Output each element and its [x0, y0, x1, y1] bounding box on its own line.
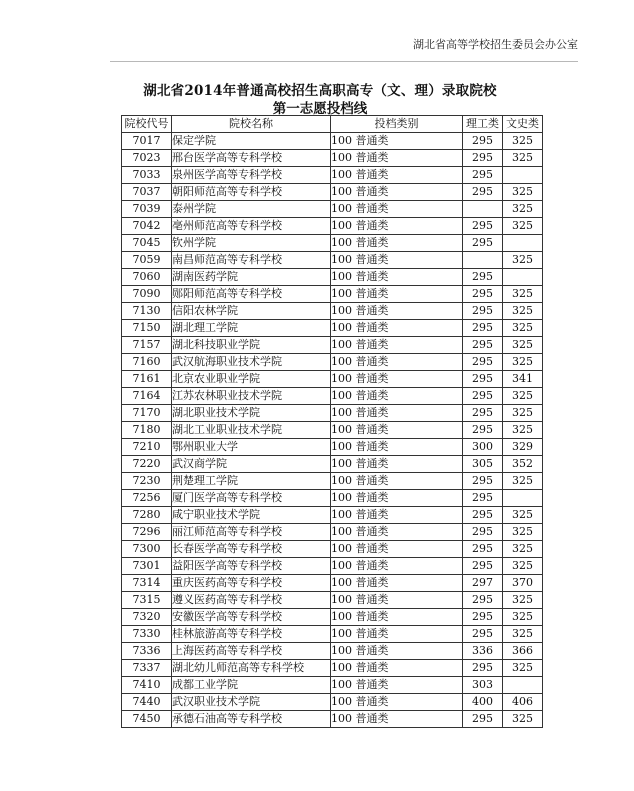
school-code: 7059 — [122, 252, 172, 269]
column-header-science: 理工类 — [463, 116, 503, 133]
science-score: 295 — [463, 337, 503, 354]
arts-score: 325 — [503, 337, 543, 354]
science-score: 295 — [463, 524, 503, 541]
arts-score — [503, 269, 543, 286]
science-score: 295 — [463, 541, 503, 558]
admission-category: 100 普通类 — [331, 507, 463, 524]
admission-category: 100 普通类 — [331, 643, 463, 660]
admission-category: 100 普通类 — [331, 354, 463, 371]
school-name: 成都工业学院 — [172, 677, 331, 694]
school-code: 7256 — [122, 490, 172, 507]
arts-score: 325 — [503, 473, 543, 490]
arts-score: 325 — [503, 320, 543, 337]
arts-score: 325 — [503, 354, 543, 371]
science-score: 295 — [463, 405, 503, 422]
admission-category: 100 普通类 — [331, 184, 463, 201]
school-name: 朝阳师范高等专科学校 — [172, 184, 331, 201]
school-code: 7164 — [122, 388, 172, 405]
arts-score: 325 — [503, 184, 543, 201]
school-name: 咸宁职业技术学院 — [172, 507, 331, 524]
table-row — [122, 490, 543, 507]
science-score: 303 — [463, 677, 503, 694]
admission-category: 100 普通类 — [331, 558, 463, 575]
school-name: 遵义医药高等专科学校 — [172, 592, 331, 609]
table-row — [122, 320, 543, 337]
table-header-row — [122, 116, 543, 133]
school-code: 7033 — [122, 167, 172, 184]
admission-category: 100 普通类 — [331, 694, 463, 711]
science-score: 295 — [463, 592, 503, 609]
arts-score: 325 — [503, 218, 543, 235]
science-score: 295 — [463, 286, 503, 303]
school-code: 7157 — [122, 337, 172, 354]
science-score: 295 — [463, 269, 503, 286]
admission-category: 100 普通类 — [331, 269, 463, 286]
admission-category: 100 普通类 — [331, 439, 463, 456]
science-score: 295 — [463, 371, 503, 388]
table-row — [122, 524, 543, 541]
admission-category: 100 普通类 — [331, 235, 463, 252]
school-code: 7330 — [122, 626, 172, 643]
school-code: 7440 — [122, 694, 172, 711]
table-row — [122, 575, 543, 592]
school-code: 7060 — [122, 269, 172, 286]
arts-score — [503, 167, 543, 184]
school-code: 7220 — [122, 456, 172, 473]
arts-score — [503, 235, 543, 252]
table-row — [122, 626, 543, 643]
column-header-name: 院校名称 — [172, 116, 331, 133]
science-score: 295 — [463, 388, 503, 405]
table-row — [122, 541, 543, 558]
table-row — [122, 201, 543, 218]
arts-score: 325 — [503, 541, 543, 558]
arts-score: 325 — [503, 150, 543, 167]
admission-category: 100 普通类 — [331, 167, 463, 184]
header-rule — [110, 61, 578, 62]
science-score: 295 — [463, 626, 503, 643]
table-row — [122, 558, 543, 575]
arts-score: 325 — [503, 609, 543, 626]
science-score: 295 — [463, 473, 503, 490]
school-name: 桂林旅游高等专科学校 — [172, 626, 331, 643]
column-header-code: 院校代号 — [122, 116, 172, 133]
document-subtitle: 第一志愿投档线 — [272, 101, 368, 117]
school-code: 7023 — [122, 150, 172, 167]
school-code: 7042 — [122, 218, 172, 235]
arts-score: 325 — [503, 201, 543, 218]
school-code: 7170 — [122, 405, 172, 422]
arts-score: 325 — [503, 133, 543, 150]
science-score: 295 — [463, 303, 503, 320]
school-code: 7296 — [122, 524, 172, 541]
arts-score: 370 — [503, 575, 543, 592]
school-code: 7230 — [122, 473, 172, 490]
school-name: 益阳医学高等专科学校 — [172, 558, 331, 575]
science-score — [463, 201, 503, 218]
arts-score: 325 — [503, 388, 543, 405]
admission-category: 100 普通类 — [331, 133, 463, 150]
school-name: 郧阳师范高等专科学校 — [172, 286, 331, 303]
table-row — [122, 303, 543, 320]
table-row — [122, 184, 543, 201]
arts-score: 325 — [503, 405, 543, 422]
arts-score: 325 — [503, 660, 543, 677]
school-name: 信阳农林学院 — [172, 303, 331, 320]
science-score: 295 — [463, 150, 503, 167]
school-name: 重庆医药高等专科学校 — [172, 575, 331, 592]
table-row — [122, 218, 543, 235]
school-code: 7037 — [122, 184, 172, 201]
school-code: 7320 — [122, 609, 172, 626]
science-score: 295 — [463, 422, 503, 439]
admission-category: 100 普通类 — [331, 575, 463, 592]
arts-score: 329 — [503, 439, 543, 456]
science-score: 295 — [463, 218, 503, 235]
science-score: 295 — [463, 320, 503, 337]
school-code: 7130 — [122, 303, 172, 320]
school-name: 湖南医药学院 — [172, 269, 331, 286]
admission-category: 100 普通类 — [331, 371, 463, 388]
admission-category: 100 普通类 — [331, 320, 463, 337]
school-name: 荆楚理工学院 — [172, 473, 331, 490]
table-row — [122, 235, 543, 252]
column-header-arts: 文史类 — [503, 116, 543, 133]
arts-score: 325 — [503, 592, 543, 609]
admission-category: 100 普通类 — [331, 626, 463, 643]
arts-score: 325 — [503, 626, 543, 643]
arts-score: 325 — [503, 252, 543, 269]
admission-category: 100 普通类 — [331, 150, 463, 167]
arts-score — [503, 490, 543, 507]
school-code: 7017 — [122, 133, 172, 150]
science-score: 300 — [463, 439, 503, 456]
table-row — [122, 252, 543, 269]
science-score: 295 — [463, 133, 503, 150]
admission-category: 100 普通类 — [331, 252, 463, 269]
science-score: 295 — [463, 609, 503, 626]
arts-score: 325 — [503, 303, 543, 320]
school-code: 7314 — [122, 575, 172, 592]
school-name: 安徽医学高等专科学校 — [172, 609, 331, 626]
school-name: 钦州学院 — [172, 235, 331, 252]
science-score: 336 — [463, 643, 503, 660]
arts-score: 325 — [503, 558, 543, 575]
admission-category: 100 普通类 — [331, 201, 463, 218]
science-score: 295 — [463, 235, 503, 252]
table-row — [122, 405, 543, 422]
admission-category: 100 普通类 — [331, 218, 463, 235]
table-row — [122, 269, 543, 286]
column-header-category: 投档类别 — [331, 116, 463, 133]
science-score: 295 — [463, 167, 503, 184]
table-row — [122, 643, 543, 660]
science-score: 297 — [463, 575, 503, 592]
arts-score: 325 — [503, 524, 543, 541]
arts-score: 406 — [503, 694, 543, 711]
science-score: 305 — [463, 456, 503, 473]
science-score: 295 — [463, 660, 503, 677]
arts-score: 325 — [503, 711, 543, 728]
admission-category: 100 普通类 — [331, 609, 463, 626]
table-row — [122, 371, 543, 388]
arts-score: 325 — [503, 507, 543, 524]
admission-category: 100 普通类 — [331, 286, 463, 303]
arts-score: 325 — [503, 286, 543, 303]
science-score: 295 — [463, 354, 503, 371]
arts-score: 366 — [503, 643, 543, 660]
school-name: 武汉航海职业技术学院 — [172, 354, 331, 371]
school-code: 7337 — [122, 660, 172, 677]
school-code: 7280 — [122, 507, 172, 524]
science-score — [463, 252, 503, 269]
school-code: 7160 — [122, 354, 172, 371]
school-code: 7161 — [122, 371, 172, 388]
school-name: 南昌师范高等专科学校 — [172, 252, 331, 269]
science-score: 295 — [463, 490, 503, 507]
science-score: 400 — [463, 694, 503, 711]
school-code: 7410 — [122, 677, 172, 694]
school-name: 上海医药高等专科学校 — [172, 643, 331, 660]
arts-score: 325 — [503, 422, 543, 439]
table-row — [122, 507, 543, 524]
admission-score-table — [121, 115, 543, 728]
school-code: 7450 — [122, 711, 172, 728]
school-name: 泉州医学高等专科学校 — [172, 167, 331, 184]
school-code: 7150 — [122, 320, 172, 337]
arts-score: 341 — [503, 371, 543, 388]
arts-score — [503, 677, 543, 694]
school-name: 丽江师范高等专科学校 — [172, 524, 331, 541]
table-row — [122, 337, 543, 354]
school-name: 邢台医学高等专科学校 — [172, 150, 331, 167]
school-code: 7039 — [122, 201, 172, 218]
school-name: 长春医学高等专科学校 — [172, 541, 331, 558]
admission-category: 100 普通类 — [331, 388, 463, 405]
science-score: 295 — [463, 184, 503, 201]
admission-category: 100 普通类 — [331, 592, 463, 609]
school-name: 湖北职业技术学院 — [172, 405, 331, 422]
table-row — [122, 660, 543, 677]
school-name: 江苏农林职业技术学院 — [172, 388, 331, 405]
admission-category: 100 普通类 — [331, 541, 463, 558]
school-code: 7090 — [122, 286, 172, 303]
table-row — [122, 167, 543, 184]
science-score: 295 — [463, 558, 503, 575]
admission-category: 100 普通类 — [331, 524, 463, 541]
school-name: 湖北工业职业技术学院 — [172, 422, 331, 439]
school-name: 北京农业职业学院 — [172, 371, 331, 388]
arts-score: 352 — [503, 456, 543, 473]
table-row — [122, 592, 543, 609]
table-row — [122, 439, 543, 456]
school-code: 7315 — [122, 592, 172, 609]
admission-category: 100 普通类 — [331, 490, 463, 507]
table-row — [122, 286, 543, 303]
school-code: 7336 — [122, 643, 172, 660]
table-row — [122, 133, 543, 150]
school-name: 湖北科技职业学院 — [172, 337, 331, 354]
table-row — [122, 388, 543, 405]
school-code: 7301 — [122, 558, 172, 575]
school-code: 7300 — [122, 541, 172, 558]
admission-category: 100 普通类 — [331, 422, 463, 439]
school-name: 鄂州职业大学 — [172, 439, 331, 456]
science-score: 295 — [463, 711, 503, 728]
school-name: 保定学院 — [172, 133, 331, 150]
school-code: 7180 — [122, 422, 172, 439]
table-row — [122, 473, 543, 490]
school-name: 厦门医学高等专科学校 — [172, 490, 331, 507]
school-name: 亳州师范高等专科学校 — [172, 218, 331, 235]
admission-category: 100 普通类 — [331, 337, 463, 354]
school-name: 湖北幼儿师范高等专科学校 — [172, 660, 331, 677]
table-body — [122, 133, 543, 728]
table-row — [122, 354, 543, 371]
school-name: 承德石油高等专科学校 — [172, 711, 331, 728]
admission-category: 100 普通类 — [331, 473, 463, 490]
school-name: 武汉商学院 — [172, 456, 331, 473]
school-code: 7045 — [122, 235, 172, 252]
table-row — [122, 677, 543, 694]
science-score: 295 — [463, 507, 503, 524]
admission-category: 100 普通类 — [331, 303, 463, 320]
issuing-office: 湖北省高等学校招生委员会办公室 — [413, 38, 578, 51]
school-code: 7210 — [122, 439, 172, 456]
admission-category: 100 普通类 — [331, 405, 463, 422]
table-row — [122, 609, 543, 626]
table-row — [122, 422, 543, 439]
admission-category: 100 普通类 — [331, 677, 463, 694]
table-row — [122, 711, 543, 728]
table-row — [122, 694, 543, 711]
school-name: 湖北理工学院 — [172, 320, 331, 337]
table-row — [122, 456, 543, 473]
school-name: 泰州学院 — [172, 201, 331, 218]
document-title: 湖北省2014年普通高校招生高职高专（文、理）录取院校 — [143, 83, 497, 99]
table-row — [122, 150, 543, 167]
school-name: 武汉职业技术学院 — [172, 694, 331, 711]
admission-category: 100 普通类 — [331, 711, 463, 728]
admission-category: 100 普通类 — [331, 456, 463, 473]
admission-category: 100 普通类 — [331, 660, 463, 677]
